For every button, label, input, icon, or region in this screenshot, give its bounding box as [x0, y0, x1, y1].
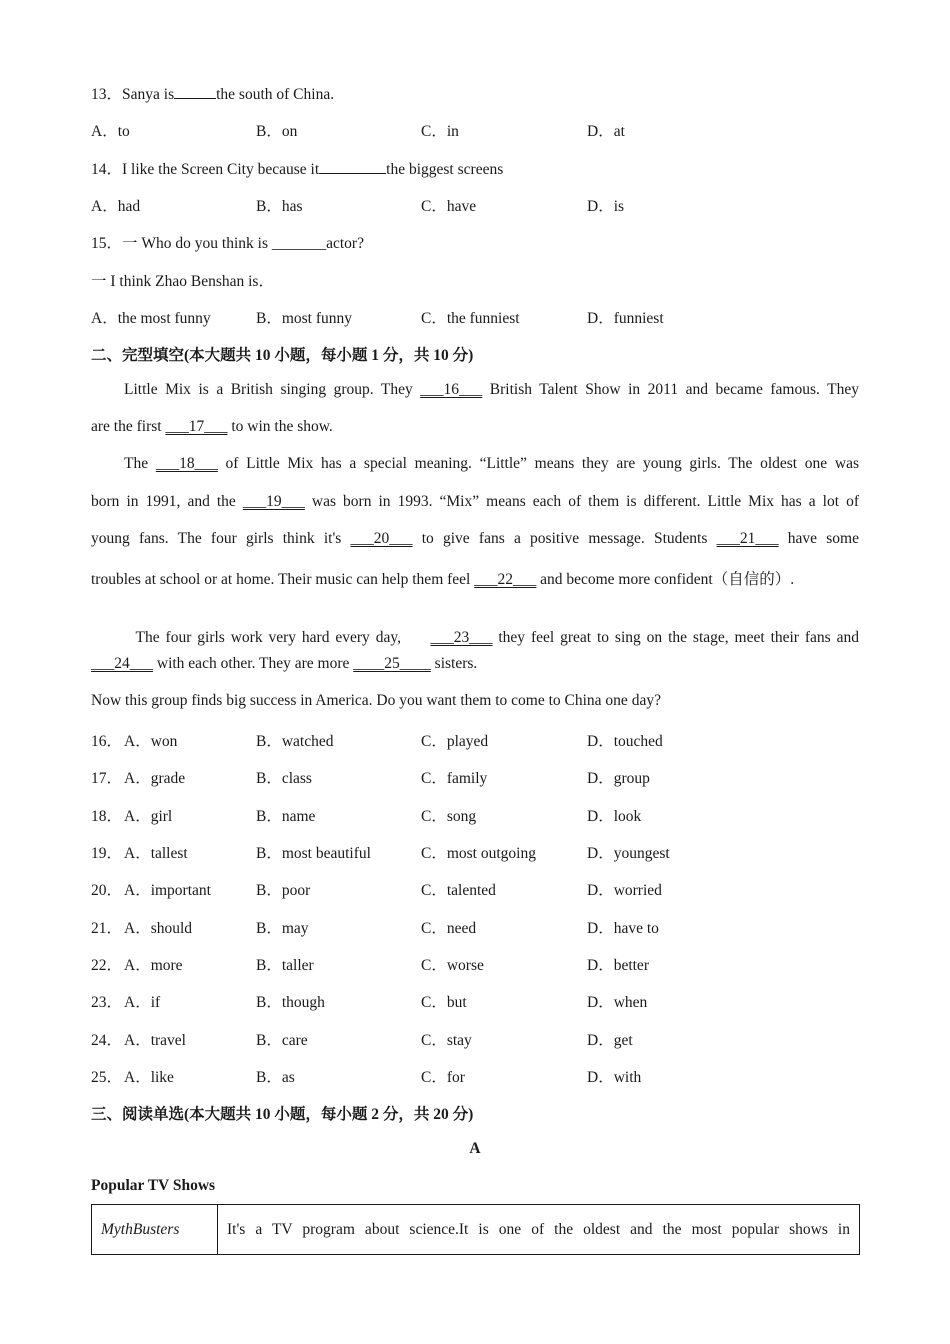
- option-d[interactable]: D．better: [587, 957, 649, 974]
- option-a[interactable]: A．to: [91, 123, 130, 140]
- cloze-blank-19: ___19___: [242, 493, 305, 510]
- question-text: 一 Who do you think is _______actor?: [122, 235, 364, 252]
- question-number: 13．: [91, 86, 123, 103]
- show-name: MythBusters: [92, 1205, 218, 1255]
- option-a[interactable]: A．should: [124, 920, 193, 937]
- passage-text: born in 1991, and the: [91, 493, 243, 510]
- option-b[interactable]: B．taller: [256, 957, 314, 974]
- option-d[interactable]: D．with: [587, 1069, 642, 1086]
- cloze-blank-24: ___24___: [91, 655, 153, 672]
- passage-text: young fans. The four girls think it's: [91, 530, 351, 547]
- option-a[interactable]: A．travel: [124, 1032, 186, 1049]
- passage-line: [91, 493, 859, 511]
- option-c[interactable]: C．the funniest: [421, 310, 520, 327]
- passage-text: was born in 1993. “Mix” means each of them is different. Little Mix has a lot of: [304, 493, 859, 510]
- option-d[interactable]: D．funniest: [587, 310, 664, 327]
- question-15-answer-line: 一 I think Zhao Benshan is．: [91, 273, 274, 290]
- option-d[interactable]: D．when: [587, 994, 648, 1011]
- answer-blank: [174, 84, 216, 99]
- question-number: 14．: [91, 161, 123, 178]
- option-d[interactable]: D．look: [587, 808, 642, 825]
- option-a[interactable]: A．like: [124, 1069, 174, 1086]
- question-number: 19．: [91, 845, 123, 862]
- tv-shows-table: [91, 1204, 860, 1255]
- option-c[interactable]: C．song: [421, 808, 477, 825]
- option-d[interactable]: D．youngest: [587, 845, 670, 862]
- option-a[interactable]: A．more: [124, 957, 183, 974]
- passage-text: The four girls work very hard every day,: [135, 629, 431, 646]
- cloze-blank-16: ___16___: [420, 381, 483, 398]
- passage-text: troubles at school or at home. Their music can help them feel: [91, 571, 475, 588]
- option-a[interactable]: A．if: [124, 994, 161, 1011]
- option-b[interactable]: B．on: [256, 123, 298, 140]
- question-number: 15．: [91, 235, 123, 252]
- question-14: [91, 157, 503, 179]
- option-a[interactable]: A．won: [124, 733, 178, 750]
- question-number: 23．: [91, 994, 123, 1011]
- option-a[interactable]: A．important: [124, 882, 211, 899]
- option-c[interactable]: C．most outgoing: [421, 845, 536, 862]
- option-b[interactable]: B．though: [256, 994, 325, 1011]
- passage-line: [91, 655, 477, 673]
- passage-text: are the first: [91, 418, 166, 435]
- option-d[interactable]: D．touched: [587, 733, 663, 750]
- option-a[interactable]: A．girl: [124, 808, 173, 825]
- passage-text: to win the show.: [227, 418, 333, 435]
- cloze-blank-23: ___23___: [430, 629, 493, 646]
- question-number: 16．: [91, 733, 123, 750]
- cloze-blank-17: ___17___: [165, 418, 228, 435]
- passage-text: of Little Mix has a special meaning. “Little” means they are young girls. The oldest one was: [217, 455, 859, 472]
- question-number: 25．: [91, 1069, 123, 1086]
- option-b[interactable]: B．watched: [256, 733, 334, 750]
- option-a[interactable]: A．tallest: [124, 845, 188, 862]
- option-c[interactable]: C．but: [421, 994, 467, 1011]
- cloze-blank-21: ___21___: [716, 530, 779, 547]
- option-d[interactable]: D．group: [587, 770, 650, 787]
- option-c[interactable]: C．worse: [421, 957, 484, 974]
- option-c[interactable]: C．need: [421, 920, 477, 937]
- option-c[interactable]: C．have: [421, 198, 477, 215]
- option-c[interactable]: C．stay: [421, 1032, 472, 1049]
- answer-blank: [319, 159, 386, 174]
- option-b[interactable]: B．class: [256, 770, 312, 787]
- cloze-blank-25: ____25____: [353, 655, 431, 672]
- option-d[interactable]: D．at: [587, 123, 625, 140]
- option-b[interactable]: B．most funny: [256, 310, 353, 327]
- question-text-before-blank: Sanya is: [122, 86, 175, 103]
- show-description: It's a TV program about science.It is one of the oldest and the most popular shows in: [218, 1205, 860, 1255]
- table-title: Popular TV Shows: [91, 1177, 216, 1194]
- question-text-after-blank: the south of China.: [216, 86, 335, 103]
- option-b[interactable]: B．has: [256, 198, 303, 215]
- option-a[interactable]: A．had: [91, 198, 141, 215]
- passage-text: The: [124, 455, 156, 472]
- table-row: [92, 1205, 860, 1255]
- cloze-blank-20: ___20___: [350, 530, 413, 547]
- passage-text: and become more confident（自信的）.: [536, 571, 795, 588]
- question-15: [91, 231, 364, 253]
- cloze-blank-22: ___22___: [474, 571, 537, 588]
- option-b[interactable]: B．may: [256, 920, 309, 937]
- part-label: A: [469, 1140, 481, 1157]
- question-number: 18．: [91, 808, 123, 825]
- option-d[interactable]: D．have to: [587, 920, 659, 937]
- option-b[interactable]: B．as: [256, 1069, 295, 1086]
- question-number: 24．: [91, 1032, 123, 1049]
- section-heading: 三、阅读单选(本大题共 10 小题，每小题 2 分，共 20 分): [91, 1106, 474, 1123]
- question-number: 20．: [91, 882, 123, 899]
- option-a[interactable]: A．the most funny: [91, 310, 211, 327]
- option-d[interactable]: D．get: [587, 1032, 633, 1049]
- passage-line: [124, 455, 859, 473]
- passage-line: [91, 530, 859, 548]
- option-d[interactable]: D．is: [587, 198, 625, 215]
- cloze-blank-18: ___18___: [155, 455, 218, 472]
- option-c[interactable]: C．played: [421, 733, 489, 750]
- option-d[interactable]: D．worried: [587, 882, 662, 899]
- option-c[interactable]: C．in: [421, 123, 459, 140]
- option-c[interactable]: C．for: [421, 1069, 465, 1086]
- question-number: 21．: [91, 920, 123, 937]
- passage-text: have some: [778, 530, 859, 547]
- question-number: 22．: [91, 957, 123, 974]
- passage-line: [91, 567, 794, 589]
- passage-text: Little Mix is a British singing group. They: [124, 381, 421, 398]
- passage-line: [124, 611, 859, 647]
- passage-text: they feel great to sing on the stage, meet their fans and: [492, 629, 859, 646]
- question-number: 17．: [91, 770, 123, 787]
- option-b[interactable]: B．care: [256, 1032, 308, 1049]
- option-a[interactable]: A．grade: [124, 770, 186, 787]
- passage-line: [124, 381, 859, 399]
- option-b[interactable]: B．poor: [256, 882, 311, 899]
- passage-line: Now this group finds big success in America. Do you want them to come to China one day?: [91, 692, 661, 709]
- option-b[interactable]: B．most beautiful: [256, 845, 371, 862]
- passage-text: sisters.: [430, 655, 478, 672]
- section-heading: 二、完型填空(本大题共 10 小题，每小题 1 分，共 10 分): [91, 347, 474, 364]
- option-b[interactable]: B．name: [256, 808, 316, 825]
- option-c[interactable]: C．talented: [421, 882, 496, 899]
- passage-text: to give fans a positive message. Students: [412, 530, 717, 547]
- passage-line: [91, 418, 333, 436]
- question-13: [91, 82, 334, 104]
- question-text-before-blank: I like the Screen City because it: [122, 161, 320, 178]
- question-text-after-blank: the biggest screens: [386, 161, 504, 178]
- option-c[interactable]: C．family: [421, 770, 488, 787]
- passage-text: with each other. They are more: [153, 655, 354, 672]
- passage-text: British Talent Show in 2011 and became famous. They: [482, 381, 859, 398]
